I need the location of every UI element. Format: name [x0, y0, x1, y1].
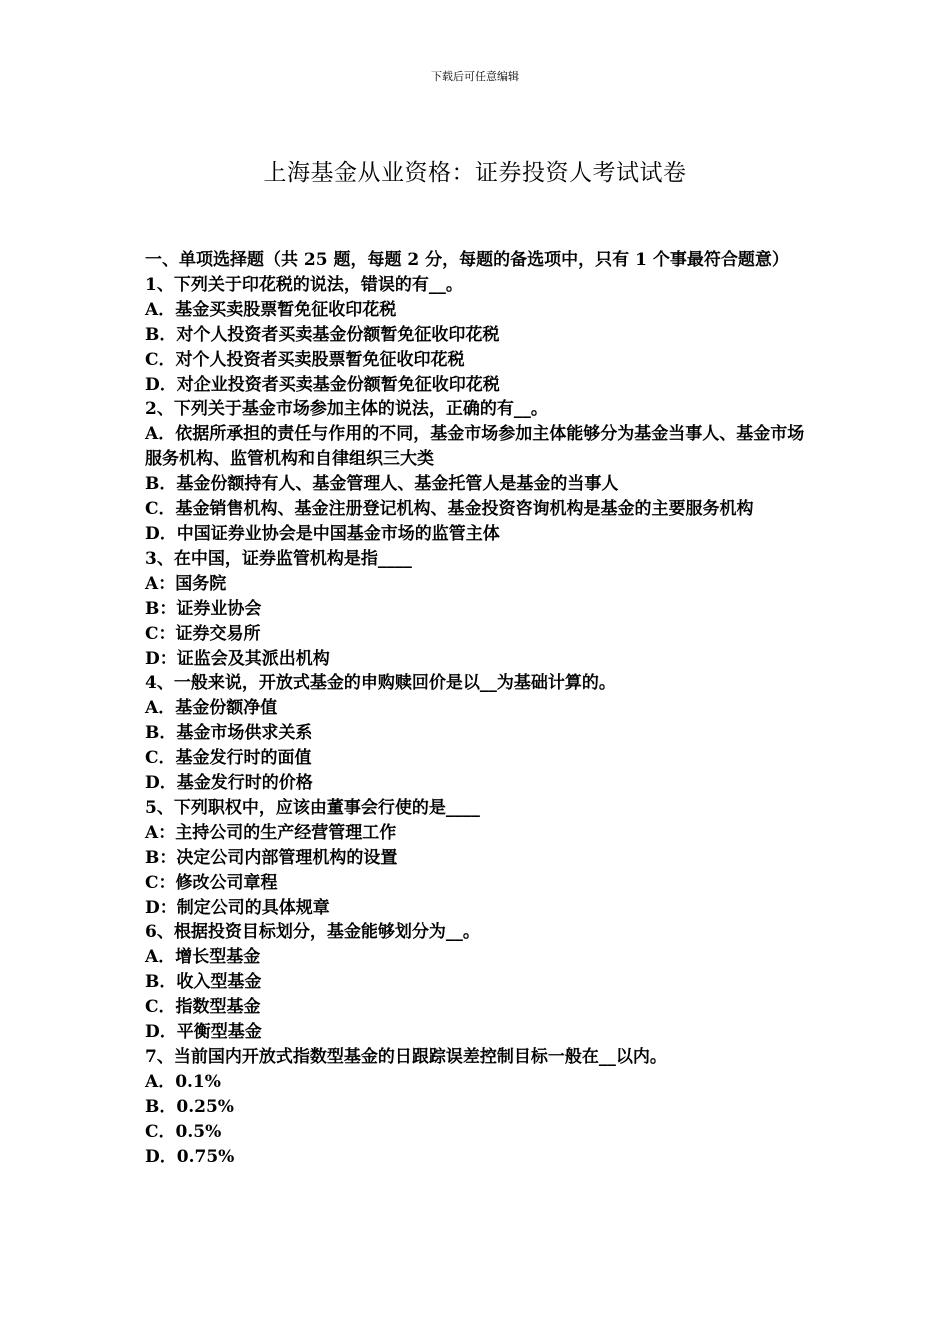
document-body	[145, 248, 815, 1170]
question-stem: 4、一般来说，开放式基金的申购赎回价是以__为基础计算的。	[145, 673, 616, 694]
option-c: C．基金发行时的面值	[145, 748, 312, 769]
option-d: D．中国证券业协会是中国基金市场的监管主体	[145, 523, 500, 544]
question-5	[145, 796, 815, 921]
option-d: D．对企业投资者买卖基金份额暂免征收印花税	[145, 374, 500, 395]
option-a: A．基金份额净值	[145, 698, 278, 719]
option-d: D．0.75%	[145, 1146, 235, 1167]
option-b: B．基金份额持有人、基金管理人、基金托管人是基金的当事人	[145, 474, 619, 495]
option-b: B．对个人投资者买卖基金份额暂免征收印花税	[145, 324, 500, 345]
question-3	[145, 547, 815, 672]
option-c: C：证券交易所	[145, 623, 261, 644]
option-b: B．基金市场供求关系	[145, 723, 313, 744]
question-stem: 7、当前国内开放式指数型基金的日跟踪误差控制目标一般在__以内。	[145, 1047, 667, 1067]
header-note: 下载后可任意编辑	[431, 70, 519, 83]
option-a: A：国务院	[145, 573, 227, 594]
option-a: A．0.1%	[145, 1071, 221, 1092]
option-b: B．收入型基金	[145, 972, 262, 993]
question-stem: 5、下列职权中，应该由董事会行使的是____	[145, 797, 480, 818]
question-stem: 2、下列关于基金市场参加主体的说法，正确的有__。	[145, 399, 548, 420]
option-d: D：制定公司的具体规章	[145, 897, 330, 918]
option-c: C．对个人投资者买卖股票暂免征收印花税	[145, 349, 465, 370]
option-b: B：决定公司内部管理机构的设置	[145, 847, 398, 868]
question-4	[145, 671, 815, 796]
question-stem: 1、下列关于印花税的说法，错误的有__。	[145, 274, 463, 295]
question-stem: 3、在中国，证券监管机构是指____	[145, 548, 412, 569]
question-6	[145, 920, 815, 1045]
option-a: A．增长型基金	[145, 947, 261, 968]
option-c: C．基金销售机构、基金注册登记机构、基金投资咨询机构是基金的主要服务机构	[145, 499, 754, 520]
option-d: D．平衡型基金	[145, 1022, 262, 1043]
option-b: B：证券业协会	[145, 598, 262, 619]
option-a: A：主持公司的生产经营管理工作	[145, 822, 397, 843]
question-1	[145, 273, 815, 398]
page-title: 上海基金从业资格：证券投资人考试试卷	[263, 160, 687, 186]
option-d: D．基金发行时的价格	[145, 773, 313, 794]
question-stem: 6、根据投资目标划分，基金能够划分为__。	[145, 922, 480, 943]
option-c: C．0.5%	[145, 1121, 222, 1142]
option-c: C：修改公司章程	[145, 872, 278, 893]
option-b: B．0.25%	[145, 1096, 234, 1117]
option-a: A．依据所承担的责任与作用的不同，基金市场参加主体能够分为基金当事人、基金市场服务机构、监管机构和自律组织三大类	[145, 424, 805, 470]
question-2	[145, 397, 815, 546]
option-c: C．指数型基金	[145, 997, 261, 1018]
question-7	[145, 1045, 815, 1170]
option-a: A．基金买卖股票暂免征收印花税	[145, 299, 397, 320]
option-d: D：证监会及其派出机构	[145, 648, 330, 669]
section-heading: 一、单项选择题（共 25 题，每题 2 分，每题的备选项中，只有 1 个事最符合题意）	[145, 250, 789, 270]
